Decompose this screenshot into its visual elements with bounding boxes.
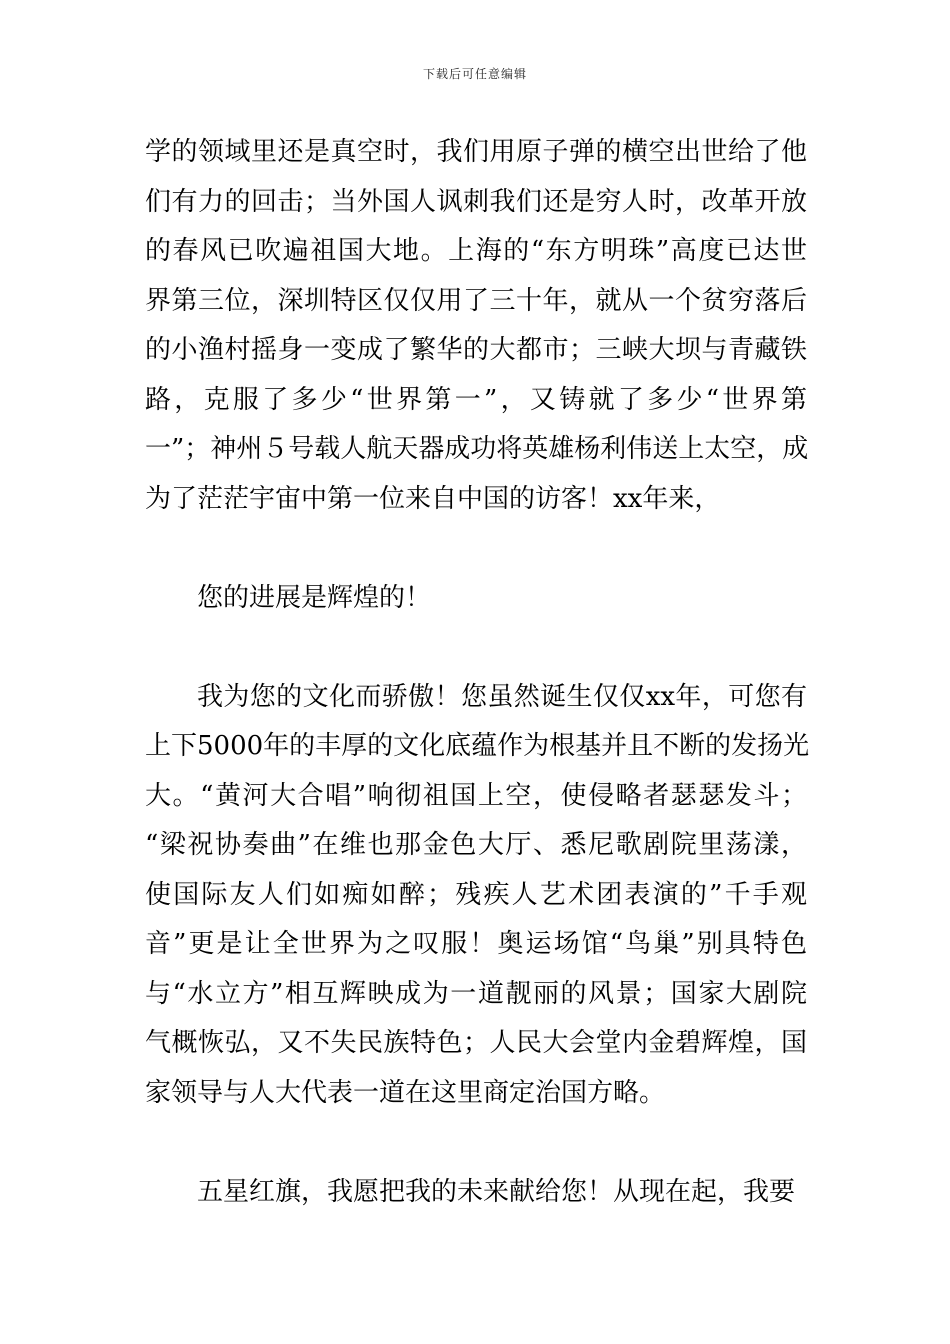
paragraph [145, 673, 810, 1119]
text-line: 气概恢弘，又不失民族特色；人民大会堂内金碧辉煌，国 [145, 1028, 807, 1058]
text-line: 们有力的回击；当外国人讽刺我们还是穷人时，改革开放 [145, 186, 807, 217]
text-line: 您的进展是辉煌的！ [197, 582, 432, 613]
text-line: 界第三位，深圳特区仅仅用了三十年，就从一个贫穷落后 [145, 285, 807, 316]
text-line: 五星红旗，我愿把我的未来献给您！从现在起，我要 [197, 1176, 796, 1207]
paragraph-gap [145, 524, 807, 574]
text-line: 家领导与人大代表一道在这里商定治国方略。 [145, 1077, 666, 1108]
text-line: 使国际友人们如痴如醉；残疾人艺术团表演的”千手观 [145, 879, 807, 910]
text-line: 我为您的文化而骄傲！您虽然诞生仅仅xx年，可您有 [197, 681, 807, 712]
paragraph [145, 128, 807, 524]
text-line: 与“水立方”相互辉映成为一道靓丽的风景；国家大剧院 [145, 978, 807, 1009]
text-line: 音”更是让全世界为之叹服！奥运场馆“鸟巢”别具特色 [145, 929, 807, 959]
text-line: 大。“黄河大合唱”响彻祖国上空，使侵略者瑟瑟发斗； [145, 780, 807, 811]
text-line: 路，克服了多少“世界第一”，又铸就了多少“世界第 [145, 384, 807, 415]
text-line: 的春风已吹遍祖国大地。上海的“东方明珠”高度已达世 [145, 236, 807, 266]
text-line: 上下5000年的丰厚的文化底蕴作为根基并且不断的发扬光 [145, 731, 810, 761]
document-body [145, 128, 810, 1217]
text-line: “梁祝协奏曲”在维也那金色大厅、悉尼歌剧院里荡漾， [145, 830, 807, 860]
text-line: 学的领域里还是真空时，我们用原子弹的横空出世给了他 [145, 137, 807, 167]
paragraph-gap [145, 1118, 807, 1168]
paragraph [145, 574, 807, 624]
text-line: 一”；神州５号载人航天器成功将英雄杨利伟送上太空，成 [145, 434, 809, 464]
page-header: 下载后可任意编辑 [422, 67, 527, 81]
paragraph-gap [145, 623, 807, 673]
paragraph [145, 1168, 807, 1218]
text-line: 为了茫茫宇宙中第一位来自中国的访客！xx年来， [145, 483, 721, 514]
text-line: 的小渔村摇身一变成了繁华的大都市；三峡大坝与青藏铁 [145, 335, 807, 365]
